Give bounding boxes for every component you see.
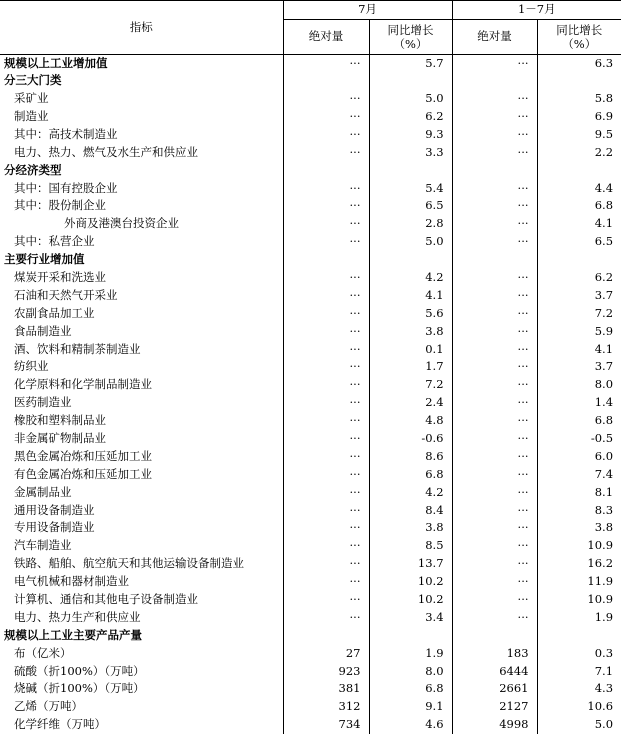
row-label: 通用设备制造业 — [14, 502, 95, 517]
abs-july-cell: ··· — [283, 305, 369, 323]
table-row — [0, 126, 621, 144]
yoy-july-cell: 9.3 — [369, 126, 452, 144]
yoy-july-cell: 4.8 — [369, 412, 452, 430]
abs-jan-july-cell: ··· — [452, 591, 537, 609]
row-label: 食品制造业 — [14, 323, 72, 338]
table-row — [0, 358, 621, 376]
row-label: 分经济类型 — [4, 162, 62, 177]
abs-jan-july-cell: ··· — [452, 90, 537, 108]
table-row — [0, 179, 621, 197]
yoy-july-cell: 4.1 — [369, 287, 452, 305]
yoy-july-cell — [369, 251, 452, 269]
abs-july-cell: ··· — [283, 358, 369, 376]
abs-july-cell: ··· — [283, 501, 369, 519]
yoy-july-cell: 13.7 — [369, 555, 452, 573]
table-row — [0, 144, 621, 162]
yoy-jan-july-cell: 7.1 — [537, 662, 621, 680]
yoy-jan-july-cell: 2.2 — [537, 144, 621, 162]
yoy-july-cell: 5.0 — [369, 90, 452, 108]
table-row — [0, 716, 621, 734]
row-label: 分三大门类 — [4, 73, 62, 88]
row-label: 酒、饮料和精制茶制造业 — [14, 341, 141, 356]
table-row — [0, 269, 621, 287]
table-row — [0, 430, 621, 448]
abs-header-july: 绝对量 — [283, 19, 369, 54]
abs-july-cell: ··· — [283, 108, 369, 126]
table-row — [0, 519, 621, 537]
abs-july-cell: ··· — [283, 179, 369, 197]
abs-july-cell: ··· — [283, 90, 369, 108]
row-label: 其中：国有控股企业 — [14, 180, 118, 195]
yoy-july-cell: 4.2 — [369, 269, 452, 287]
yoy-july-cell — [369, 72, 452, 90]
row-label: 汽车制造业 — [14, 538, 72, 553]
abs-july-cell: ··· — [283, 376, 369, 394]
yoy-jan-july-cell: 4.1 — [537, 340, 621, 358]
yoy-jan-july-cell: 6.0 — [537, 448, 621, 466]
row-label: 乙烯（万吨） — [14, 699, 83, 714]
yoy-july-cell: 6.8 — [369, 680, 452, 698]
abs-jan-july-cell: ··· — [452, 358, 537, 376]
abs-july-cell: ··· — [283, 322, 369, 340]
yoy-july-cell: 3.8 — [369, 519, 452, 537]
abs-jan-july-cell: ··· — [452, 179, 537, 197]
abs-jan-july-cell: ··· — [452, 519, 537, 537]
abs-jan-july-cell: ··· — [452, 197, 537, 215]
row-label: 其中：股份制企业 — [14, 198, 106, 213]
abs-july-cell — [283, 627, 369, 645]
yoy-july-cell: 10.2 — [369, 591, 452, 609]
yoy-jan-july-cell: 8.0 — [537, 376, 621, 394]
row-label: 电力、热力生产和供应业 — [14, 609, 141, 624]
yoy-july-cell — [369, 627, 452, 645]
abs-july-cell: ··· — [283, 269, 369, 287]
yoy-jan-july-cell — [537, 72, 621, 90]
row-label: 黑色金属冶炼和压延加工业 — [14, 448, 152, 463]
yoy-july-cell: 7.2 — [369, 376, 452, 394]
abs-july-cell — [283, 251, 369, 269]
table-row — [0, 537, 621, 555]
period-july-header: 7月 — [283, 1, 452, 20]
table-row — [0, 161, 621, 179]
yoy-header-july — [369, 19, 452, 54]
yoy-jan-july-cell — [537, 627, 621, 645]
abs-july-cell: ··· — [283, 430, 369, 448]
row-label: 电力、热力、燃气及水生产和供应业 — [14, 144, 198, 159]
yoy-jan-july-cell: 1.4 — [537, 394, 621, 412]
row-label: 烧碱（折100%）（万吨） — [14, 681, 145, 696]
abs-jan-july-cell: 4998 — [452, 716, 537, 734]
row-label: 其中：私营企业 — [14, 234, 95, 249]
period-jan-july-header: 1－7月 — [452, 1, 621, 20]
yoy-jan-july-cell: 3.8 — [537, 519, 621, 537]
yoy-july-cell: 8.4 — [369, 501, 452, 519]
abs-jan-july-cell: ··· — [452, 340, 537, 358]
table-row — [0, 412, 621, 430]
abs-jan-july-cell: ··· — [452, 126, 537, 144]
abs-july-cell: ··· — [283, 144, 369, 162]
abs-july-cell: ··· — [283, 233, 369, 251]
row-label: 煤炭开采和洗选业 — [14, 269, 106, 284]
abs-july-cell: ··· — [283, 394, 369, 412]
yoy-jan-july-cell: 5.0 — [537, 716, 621, 734]
abs-jan-july-cell: ··· — [452, 412, 537, 430]
abs-jan-july-cell: ··· — [452, 322, 537, 340]
abs-jan-july-cell — [452, 251, 537, 269]
abs-july-cell: ··· — [283, 126, 369, 144]
table-row — [0, 645, 621, 663]
yoy-july-cell: 10.2 — [369, 573, 452, 591]
yoy-jan-july-cell: 3.7 — [537, 358, 621, 376]
abs-july-cell: ··· — [283, 215, 369, 233]
abs-jan-july-cell: ··· — [452, 54, 537, 72]
yoy-jan-july-cell: 10.6 — [537, 698, 621, 716]
table-row — [0, 197, 621, 215]
yoy-july-cell: 0.1 — [369, 340, 452, 358]
row-label: 农副食品加工业 — [14, 305, 95, 320]
row-label: 制造业 — [14, 108, 49, 123]
abs-july-cell: ··· — [283, 466, 369, 484]
yoy-jan-july-cell: 8.3 — [537, 501, 621, 519]
row-label: 化学纤维（万吨） — [14, 717, 106, 732]
yoy-july-cell: 5.7 — [369, 54, 452, 72]
abs-july-cell: ··· — [283, 519, 369, 537]
abs-jan-july-cell: ··· — [452, 430, 537, 448]
yoy-header-line2: （%） — [393, 36, 428, 51]
yoy-jan-july-cell: 8.1 — [537, 483, 621, 501]
row-label: 电气机械和器材制造业 — [14, 574, 129, 589]
table-row — [0, 627, 621, 645]
abs-july-cell: ··· — [283, 412, 369, 430]
row-label: 橡胶和塑料制品业 — [14, 413, 106, 428]
table-row — [0, 501, 621, 519]
indicator-header: 指标 — [0, 1, 283, 55]
table-row — [0, 251, 621, 269]
table-row — [0, 591, 621, 609]
yoy-july-cell: 4.2 — [369, 483, 452, 501]
abs-july-cell: ··· — [283, 573, 369, 591]
yoy-july-cell: 4.6 — [369, 716, 452, 734]
yoy-july-cell: 6.5 — [369, 197, 452, 215]
table-row — [0, 573, 621, 591]
yoy-jan-july-cell: 4.1 — [537, 215, 621, 233]
yoy-jan-july-cell: 1.9 — [537, 609, 621, 627]
abs-jan-july-cell: 2661 — [452, 680, 537, 698]
yoy-july-cell: -0.6 — [369, 430, 452, 448]
yoy-july-cell: 1.7 — [369, 358, 452, 376]
table-row — [0, 376, 621, 394]
abs-jan-july-cell: ··· — [452, 573, 537, 591]
yoy-jan-july-cell: 7.2 — [537, 305, 621, 323]
table-row — [0, 233, 621, 251]
abs-jan-july-cell: ··· — [452, 269, 537, 287]
table-row — [0, 466, 621, 484]
yoy-jan-july-cell: 6.8 — [537, 197, 621, 215]
abs-jan-july-cell: ··· — [452, 108, 537, 126]
yoy-jan-july-cell: -0.5 — [537, 430, 621, 448]
table-row — [0, 287, 621, 305]
row-label: 计算机、通信和其他电子设备制造业 — [14, 592, 198, 607]
table-row — [0, 698, 621, 716]
table-row — [0, 72, 621, 90]
yoy-jan-july-cell: 10.9 — [537, 591, 621, 609]
yoy-header-line2: （%） — [562, 36, 597, 51]
yoy-jan-july-cell: 5.8 — [537, 90, 621, 108]
abs-july-cell: ··· — [283, 340, 369, 358]
yoy-jan-july-cell: 6.3 — [537, 54, 621, 72]
row-label: 金属制品业 — [14, 484, 72, 499]
yoy-july-cell: 2.4 — [369, 394, 452, 412]
abs-july-cell — [283, 161, 369, 179]
yoy-jan-july-cell: 3.7 — [537, 287, 621, 305]
yoy-jan-july-cell: 7.4 — [537, 466, 621, 484]
row-label: 专用设备制造业 — [14, 520, 95, 535]
abs-jan-july-cell — [452, 72, 537, 90]
row-label: 外商及港澳台投资企业 — [64, 216, 179, 231]
yoy-jan-july-cell: 10.9 — [537, 537, 621, 555]
row-label: 石油和天然气开采业 — [14, 287, 118, 302]
yoy-july-cell — [369, 161, 452, 179]
yoy-july-cell: 8.5 — [369, 537, 452, 555]
abs-jan-july-cell — [452, 161, 537, 179]
abs-july-cell: ··· — [283, 448, 369, 466]
yoy-july-cell: 3.3 — [369, 144, 452, 162]
abs-jan-july-cell: ··· — [452, 537, 537, 555]
yoy-july-cell: 3.4 — [369, 609, 452, 627]
abs-july-cell: 27 — [283, 645, 369, 663]
table-row — [0, 662, 621, 680]
abs-july-cell: ··· — [283, 54, 369, 72]
yoy-july-cell: 6.8 — [369, 466, 452, 484]
yoy-july-cell: 5.6 — [369, 305, 452, 323]
yoy-july-cell: 1.9 — [369, 645, 452, 663]
abs-jan-july-cell: ··· — [452, 466, 537, 484]
table-row — [0, 322, 621, 340]
table-row — [0, 90, 621, 108]
yoy-jan-july-cell: 6.9 — [537, 108, 621, 126]
table-row — [0, 340, 621, 358]
abs-jan-july-cell: ··· — [452, 394, 537, 412]
abs-jan-july-cell: 6444 — [452, 662, 537, 680]
abs-july-cell: ··· — [283, 591, 369, 609]
row-label: 铁路、船舶、航空航天和其他运输设备制造业 — [14, 556, 244, 571]
abs-jan-july-cell: ··· — [452, 609, 537, 627]
row-label: 有色金属冶炼和压延加工业 — [14, 466, 152, 481]
yoy-july-cell: 6.2 — [369, 108, 452, 126]
yoy-jan-july-cell: 6.2 — [537, 269, 621, 287]
row-label: 布（亿米） — [14, 645, 72, 660]
abs-july-cell — [283, 72, 369, 90]
abs-july-cell: ··· — [283, 287, 369, 305]
abs-july-cell: ··· — [283, 197, 369, 215]
table-row — [0, 394, 621, 412]
yoy-jan-july-cell — [537, 251, 621, 269]
table-row — [0, 555, 621, 573]
yoy-july-cell: 2.8 — [369, 215, 452, 233]
yoy-jan-july-cell: 9.5 — [537, 126, 621, 144]
yoy-header-line1: 同比增长 — [556, 22, 603, 37]
table-row — [0, 680, 621, 698]
abs-jan-july-cell: ··· — [452, 501, 537, 519]
abs-jan-july-cell: ··· — [452, 233, 537, 251]
row-label: 纺织业 — [14, 359, 49, 374]
row-label: 主要行业增加值 — [4, 252, 85, 267]
row-label: 规模以上工业主要产品产量 — [4, 627, 142, 642]
table-row — [0, 108, 621, 126]
yoy-july-cell: 5.4 — [369, 179, 452, 197]
abs-jan-july-cell: 2127 — [452, 698, 537, 716]
yoy-header-line1: 同比增长 — [387, 22, 434, 37]
abs-july-cell: 381 — [283, 680, 369, 698]
yoy-jan-july-cell: 4.3 — [537, 680, 621, 698]
yoy-jan-july-cell — [537, 161, 621, 179]
table-row — [0, 54, 621, 72]
abs-jan-july-cell — [452, 627, 537, 645]
row-label: 采矿业 — [14, 91, 49, 106]
table-row — [0, 448, 621, 466]
abs-jan-july-cell: ··· — [452, 144, 537, 162]
yoy-jan-july-cell: 0.3 — [537, 645, 621, 663]
abs-jan-july-cell: ··· — [452, 287, 537, 305]
row-label: 化学原料和化学制品制造业 — [14, 377, 152, 392]
abs-jan-july-cell: 183 — [452, 645, 537, 663]
row-label: 非金属矿物制品业 — [14, 431, 106, 445]
abs-july-cell: ··· — [283, 555, 369, 573]
yoy-july-cell: 3.8 — [369, 322, 452, 340]
table-row — [0, 609, 621, 627]
abs-header-jan-july: 绝对量 — [452, 19, 537, 54]
abs-jan-july-cell: ··· — [452, 555, 537, 573]
table-row — [0, 215, 621, 233]
yoy-jan-july-cell: 4.4 — [537, 179, 621, 197]
abs-jan-july-cell: ··· — [452, 376, 537, 394]
yoy-jan-july-cell: 5.9 — [537, 322, 621, 340]
abs-july-cell: ··· — [283, 537, 369, 555]
abs-july-cell: 923 — [283, 662, 369, 680]
row-label: 规模以上工业增加值 — [4, 55, 108, 70]
yoy-header-jan-july — [537, 19, 621, 54]
row-label: 医药制造业 — [14, 395, 72, 410]
row-label: 硫酸（折100%）（万吨） — [14, 663, 145, 678]
abs-july-cell: ··· — [283, 483, 369, 501]
yoy-july-cell: 5.0 — [369, 233, 452, 251]
abs-july-cell: 734 — [283, 716, 369, 734]
yoy-july-cell: 9.1 — [369, 698, 452, 716]
abs-jan-july-cell: ··· — [452, 305, 537, 323]
yoy-jan-july-cell: 11.9 — [537, 573, 621, 591]
abs-jan-july-cell: ··· — [452, 215, 537, 233]
yoy-jan-july-cell: 16.2 — [537, 555, 621, 573]
yoy-july-cell: 8.6 — [369, 448, 452, 466]
abs-july-cell: 312 — [283, 698, 369, 716]
yoy-july-cell: 8.0 — [369, 662, 452, 680]
abs-jan-july-cell: ··· — [452, 483, 537, 501]
table-row — [0, 483, 621, 501]
yoy-jan-july-cell: 6.8 — [537, 412, 621, 430]
abs-jan-july-cell: ··· — [452, 448, 537, 466]
row-label: 其中：高技术制造业 — [14, 126, 118, 141]
table-body — [0, 54, 621, 734]
abs-july-cell: ··· — [283, 609, 369, 627]
yoy-jan-july-cell: 6.5 — [537, 233, 621, 251]
table-row — [0, 305, 621, 323]
